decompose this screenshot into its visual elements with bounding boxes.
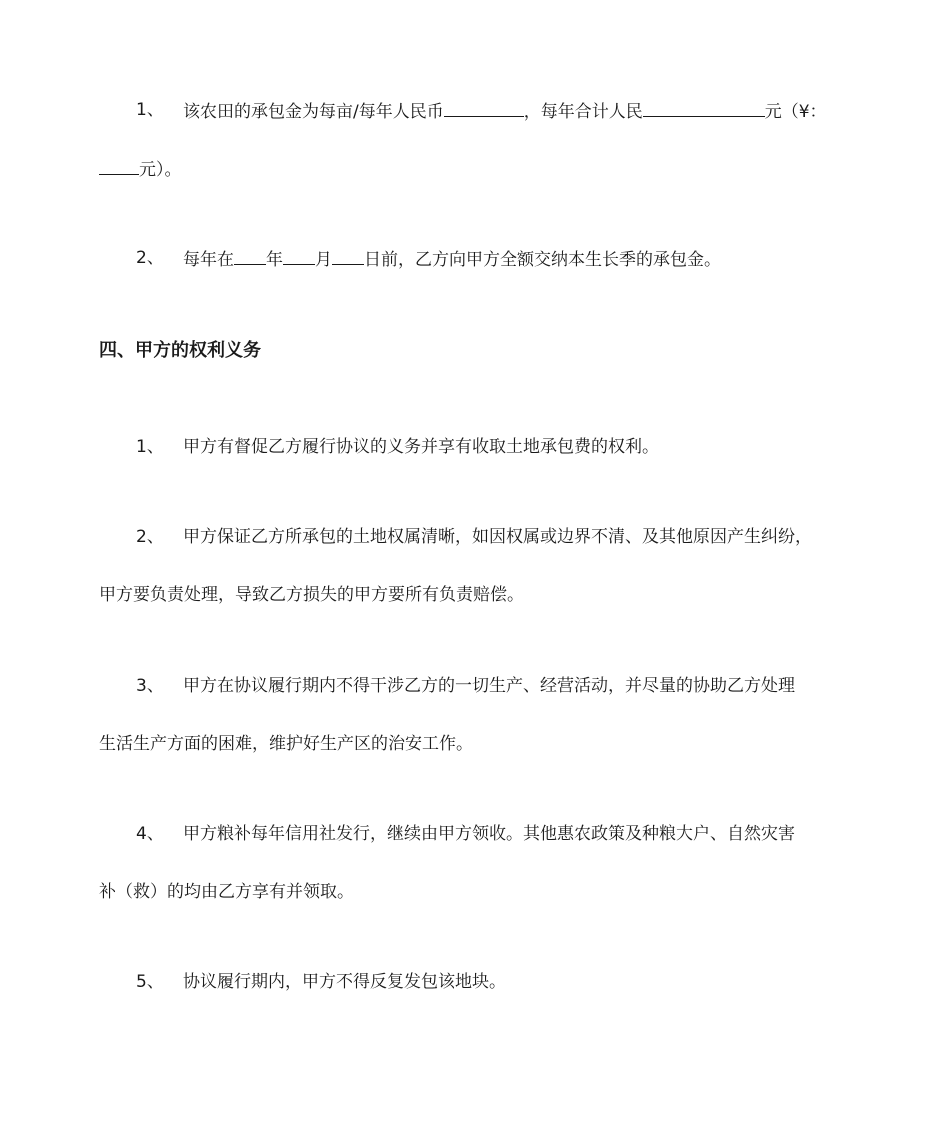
clause-number: 4、: [136, 824, 164, 844]
fill-blank: [444, 98, 524, 117]
clause-text-part: ，每年合计人民: [523, 102, 643, 122]
clause-text: 甲方在协议履行期内不得干涉乙方的一切生产、经营活动，并尽量的协助乙方处理: [183, 676, 795, 696]
clause-text: 甲方粮补每年信用社发行，继续由甲方领收。其他惠农政策及种粮大户、自然灾害: [183, 824, 795, 844]
clause-text: 甲方要负责处理，导致乙方损失的甲方要所有负责赔偿。: [99, 585, 524, 605]
clause-number: 2、: [136, 527, 164, 547]
clause-text: 补（救）的均由乙方享有并领取。: [99, 882, 354, 902]
clause-text: 甲方有督促乙方履行协议的义务并享有收取土地承包费的权利。: [183, 437, 659, 457]
fill-blank: [332, 246, 364, 265]
clause-number: 3、: [136, 676, 164, 696]
clause-number: 1、: [136, 437, 164, 457]
clause-text: 协议履行期内，甲方不得反复发包该地块。: [183, 972, 506, 992]
fill-blank: [99, 156, 139, 175]
clause-text-part: 日前，乙方向甲方全额交纳本生长季的承包金。: [364, 250, 721, 270]
clause-text-part: 月: [315, 250, 332, 270]
clause-number: 5、: [136, 972, 164, 992]
fill-blank: [283, 246, 315, 265]
clause-number: 2、: [136, 248, 164, 268]
clause-text: [183, 246, 721, 272]
clause-text-part: 元）。: [139, 160, 182, 180]
clause-text: 甲方保证乙方所承包的土地权属清晰，如因权属或边界不清、及其他原因产生纠纷，: [183, 527, 812, 547]
clause-text: [183, 98, 827, 124]
clause-text: 生活生产方面的困难，维护好生产区的治安工作。: [99, 734, 473, 754]
clause-text-part: 该农田的承包金为每亩/每年人民币: [183, 102, 444, 122]
clause-number: 1、: [136, 100, 164, 120]
fill-blank: [643, 98, 765, 117]
clause-text-part: 每年在: [183, 250, 234, 270]
clause-text-part: 元（¥：: [764, 102, 827, 122]
section-heading: 四、甲方的权利义务: [99, 340, 261, 361]
fill-blank: [234, 246, 266, 265]
clause-text: [99, 156, 182, 182]
clause-text-part: 年: [266, 250, 283, 270]
